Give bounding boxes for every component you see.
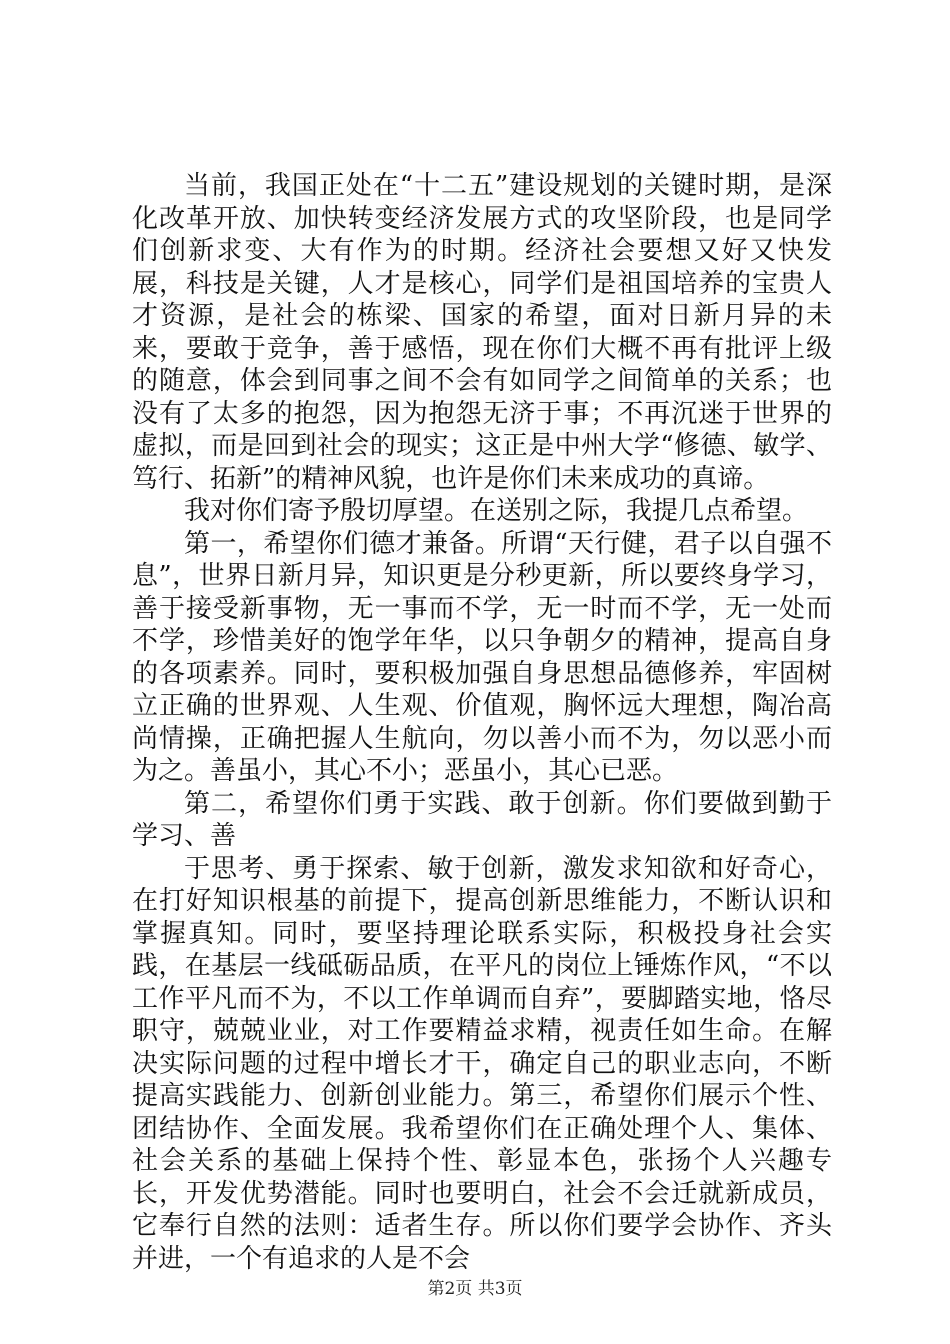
paragraph-second-hope-continued: 于思考、勇于探索、敏于创新，激发求知欲和好奇心，在打好知识根基的前提下，提高创新思维能力，不断认识和掌握真知。同时，要坚持理论联系实际，积极投身社会实践，在基层一线砥砺品质，在平凡的岗位上锤炼作风，“不以工作平凡而不为，不以工作单调而自弃”，要脚踏实地，恪尽职守，兢兢业业，对工作要精益求精，视责任如生命。在解决实际问题的过程中增长才干，确定自己的职业志向，不断提高实践能力、创新创业能力。第三，希望你们展示个性、团结协作、全面发展。我希望你们在正确处理个人、集体、社会关系的基础上保持个性、彰显本色，张扬个人兴趣专长，开发优势潜能。同时也要明白，社会不会迁就新成员，它奉行自然的法则：适者生存。所以你们要学会协作、齐头并进，一个有追求的人是不会 (132, 853, 832, 1274)
paragraph-second-hope: 第二，希望你们勇于实践、敢于创新。你们要做到勤于学习、善 (132, 788, 832, 851)
paragraph-context: 当前，我国正处在“十二五”建设规划的关键时期，是深化改革开放、加快转变经济发展方式的攻坚阶段，也是同学们创新求变、大有作为的时期。经济社会要想又好又快发展，科技是关键，人才是核心，同学们是祖国培养的宝贵人才资源，是社会的栋梁、国家的希望，面对日新月异的未来，要敢于竞争，善于感悟，现在你们大概不再有批评上级的随意，体会到同事之间不会有如同学之间简单的关系；也没有了太多的抱怨，因为抱怨无济于事；不再沉迷于世界的虚拟，而是回到社会的现实；这正是中州大学“修德、敏学、笃行、拓新”的精神风貌，也许是你们未来成功的真谛。 (132, 171, 832, 494)
paragraph-first-hope: 第一，希望你们德才兼备。所谓“天行健，君子以自强不息”，世界日新月异，知识更是分秒更新，所以要终身学习，善于接受新事物，无一事而不学，无一时而不学，无一处而不学，珍惜美好的饱学年华，以只争朝夕的精神，提高自身的各项素养。同时，要积极加强自身思想品德修养，牢固树立正确的世界观、人生观、价值观，胸怀远大理想，陶冶高尚情操，正确把握人生航向，勿以善小而不为，勿以恶小而为之。善虽小，其心不小；恶虽小，其心已恶。 (132, 528, 832, 786)
paragraph-hopes-intro: 我对你们寄予殷切厚望。在送别之际，我提几点希望。 (184, 496, 809, 526)
page-footer: 第2页 共3页 (427, 1279, 523, 1299)
document-body (132, 170, 832, 1275)
